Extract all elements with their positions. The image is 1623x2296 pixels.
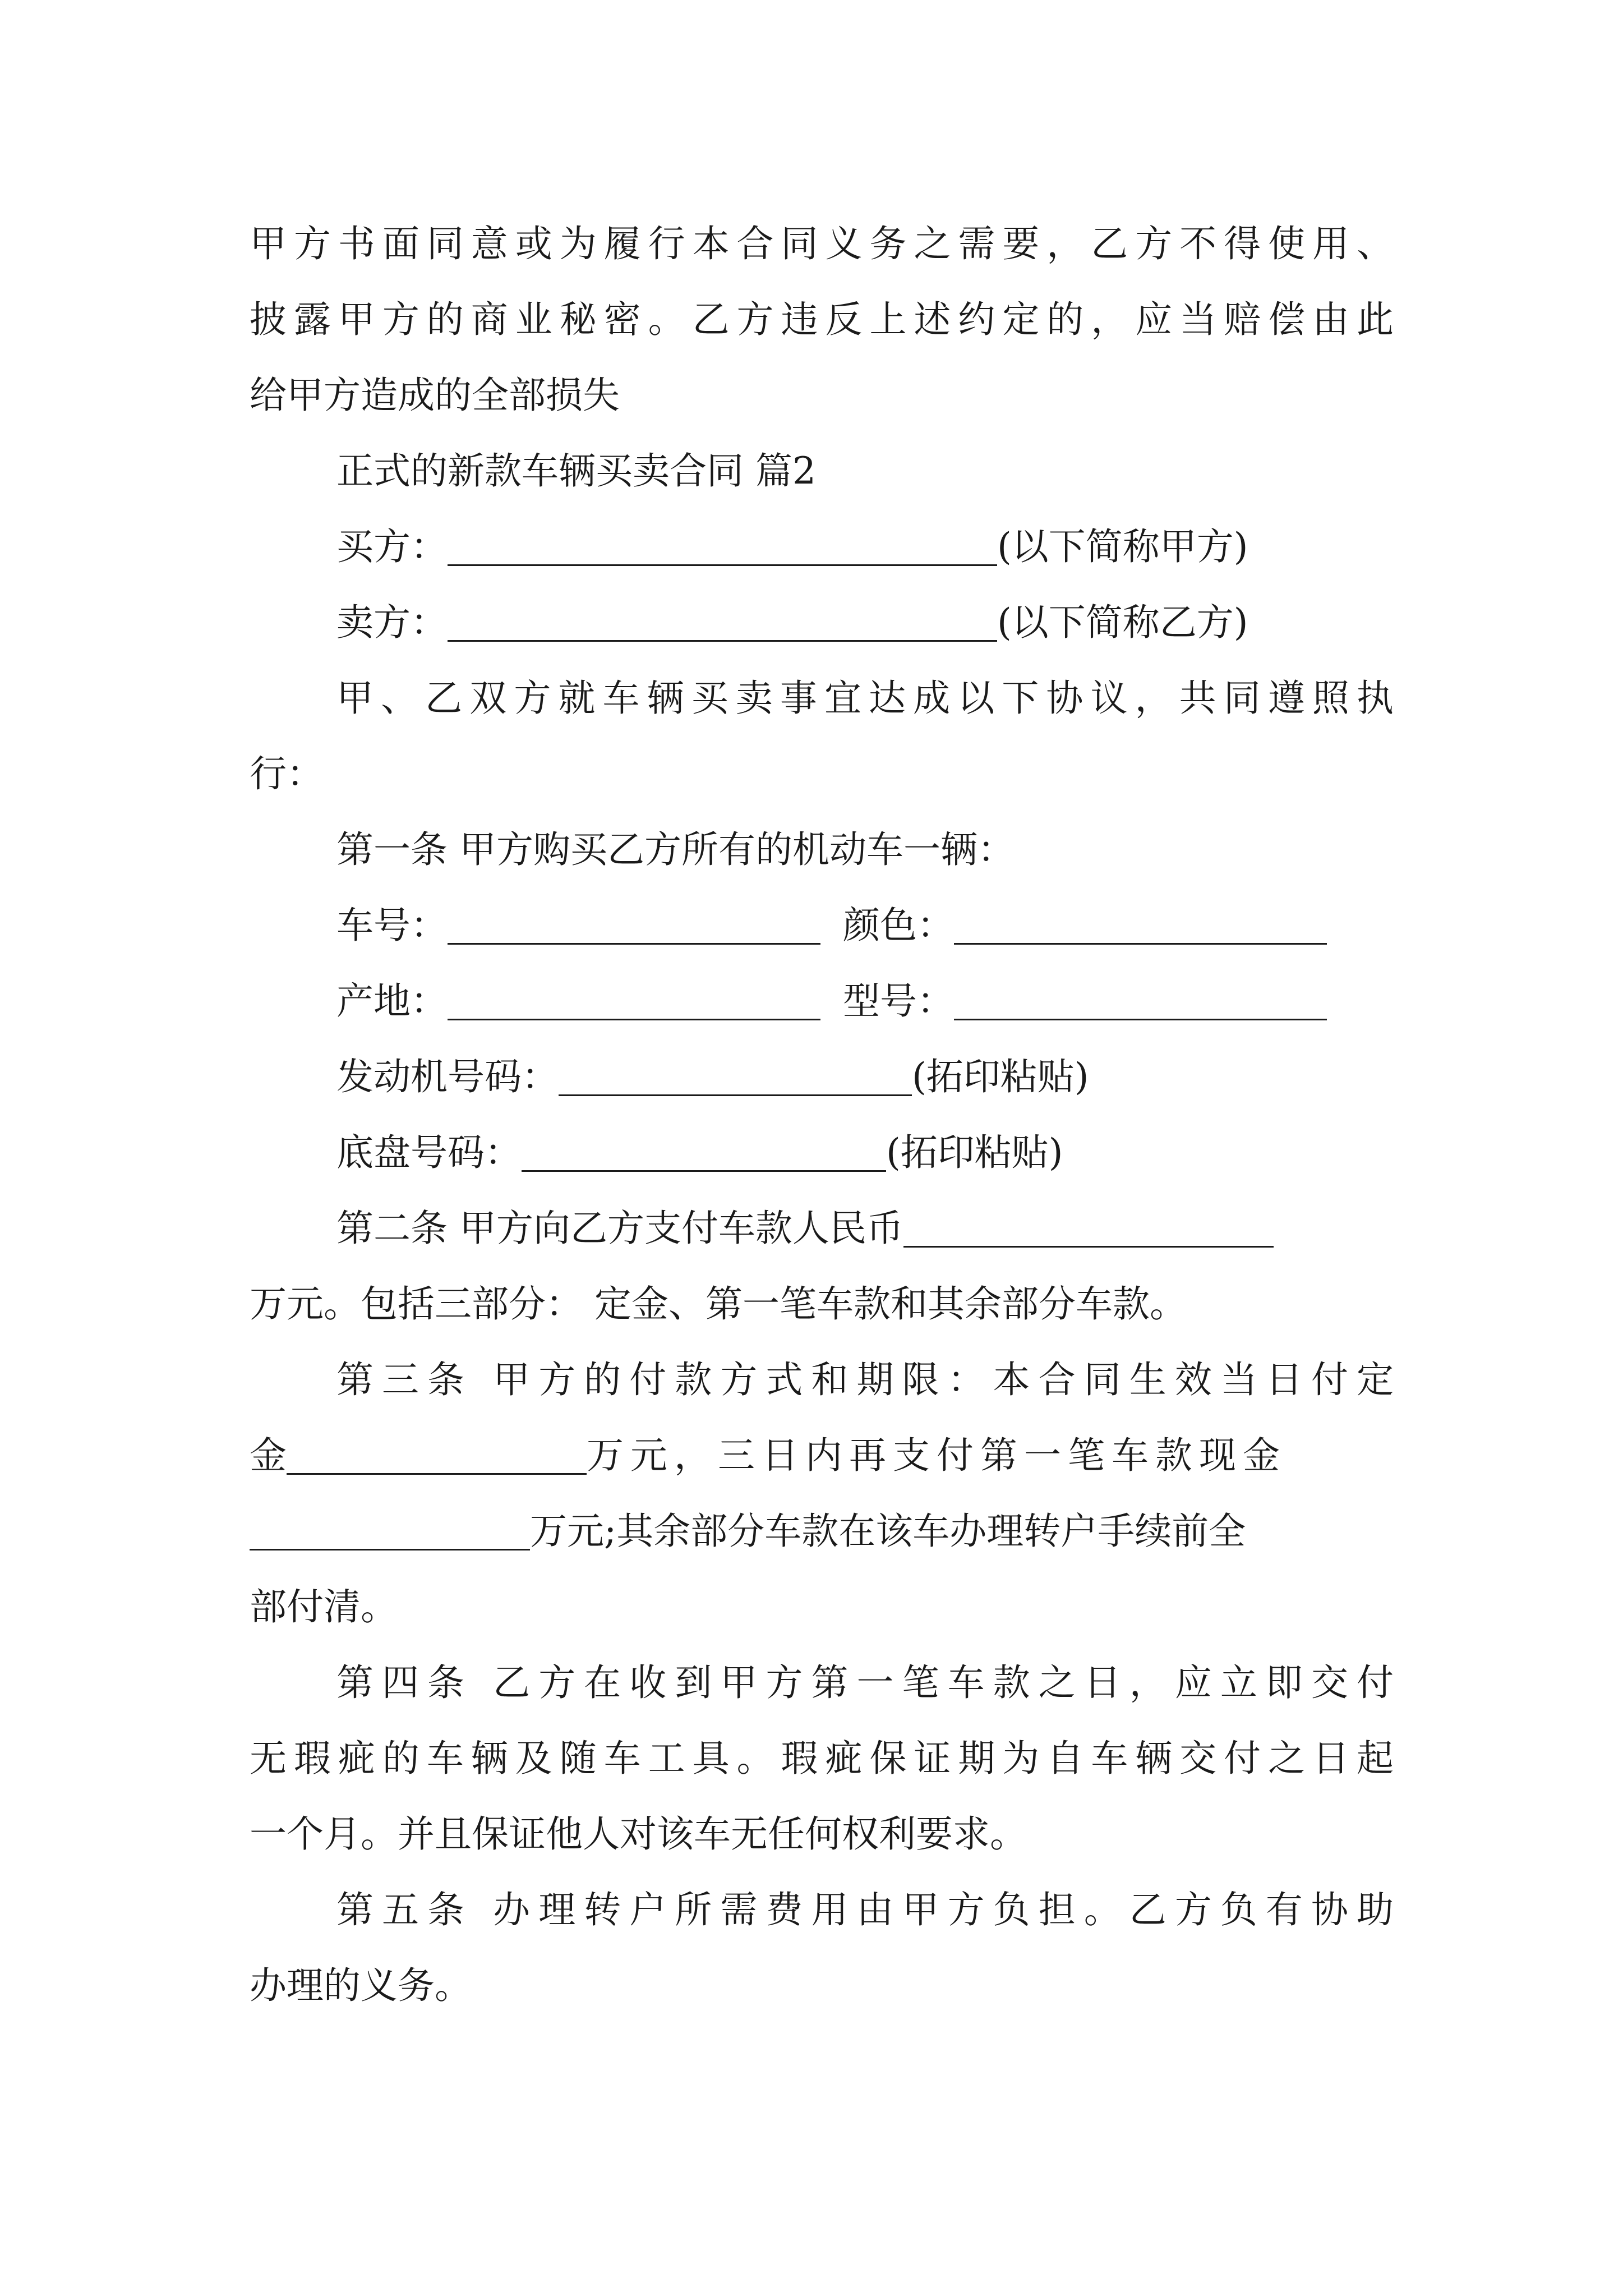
buyer-line (336, 519, 1481, 575)
article-2-text: 第二条 甲方向乙方支付车款人民币 (336, 1207, 903, 1250)
seller-suffix: (以下简称乙方) (997, 601, 1248, 644)
article-1: 第一条 甲方购买乙方所有的机动车一辆： (336, 828, 1015, 871)
chassis-suffix: (拓印粘贴) (886, 1131, 1063, 1174)
deposit-blank (287, 1438, 587, 1475)
article-3-line-2 (250, 1428, 1394, 1484)
article-2-line-1 (336, 1200, 1481, 1257)
text-line: 部付清。 (250, 1585, 398, 1628)
deposit-prefix: 金 (250, 1434, 287, 1477)
seller-blank (448, 605, 997, 642)
chassis-line (336, 1125, 1481, 1181)
seller-line (336, 595, 1481, 651)
buyer-suffix: (以下简称甲方) (997, 525, 1248, 568)
first-payment-suffix: 万元;其余部分车款在该车办理转户手续前全 (530, 1510, 1246, 1553)
color-blank (954, 908, 1327, 945)
text-line: 甲、乙双方就车辆买卖事宜达成以下协议，共同遵照执 (336, 677, 1394, 720)
text-line: 甲方书面同意或为履行本合同义务之需要，乙方不得使用、 (250, 222, 1394, 265)
text-line: 无瑕疵的车辆及随车工具。瑕疵保证期为自车辆交付之日起 (250, 1737, 1394, 1780)
plate-color-line (336, 898, 1481, 954)
price-blank (903, 1211, 1274, 1248)
section-title: 正式的新款车辆买卖合同 篇2 (336, 449, 816, 493)
text-line: 第四条 乙方在收到甲方第一笔车款之日，应立即交付 (336, 1661, 1394, 1704)
text-line: 万元。包括三部分： 定金、第一笔车款和其余部分车款。 (250, 1282, 1187, 1326)
text-line: 一个月。并且保证他人对该车无任何权利要求。 (250, 1812, 1027, 1856)
first-payment-blank (250, 1514, 530, 1550)
model-blank (954, 984, 1327, 1020)
chassis-blank (522, 1135, 886, 1172)
engine-blank (559, 1060, 912, 1096)
chassis-label: 底盘号码： (336, 1131, 522, 1174)
engine-line (336, 1049, 1481, 1105)
article-3-line-3 (250, 1503, 1394, 1559)
buyer-label: 买方： (336, 525, 448, 568)
origin-model-line (336, 973, 1481, 1029)
text-line: 第五条 办理转户所需费用由甲方负担。乙方负有协助 (336, 1888, 1394, 1931)
text-line: 办理的义务。 (250, 1964, 472, 2007)
buyer-blank (448, 530, 997, 566)
text-line: 给甲方造成的全部损失 (250, 374, 620, 417)
text-line: 披露甲方的商业秘密。乙方违反上述约定的，应当赔偿由此 (250, 298, 1394, 341)
model-label: 型号： (843, 979, 954, 1023)
deposit-suffix: 万元，三日内再支付第一笔车款现金 (587, 1434, 1287, 1477)
text-line: 第三条 甲方的付款方式和期限：本合同生效当日付定 (336, 1358, 1394, 1401)
engine-label: 发动机号码： (336, 1055, 559, 1098)
origin-blank (448, 984, 820, 1020)
color-label: 颜色： (843, 904, 954, 947)
text-line: 行： (250, 752, 324, 795)
engine-suffix: (拓印粘贴) (912, 1055, 1089, 1098)
plate-blank (448, 908, 820, 945)
seller-label: 卖方： (336, 601, 448, 644)
plate-label: 车号： (336, 904, 448, 947)
origin-label: 产地： (336, 979, 448, 1023)
